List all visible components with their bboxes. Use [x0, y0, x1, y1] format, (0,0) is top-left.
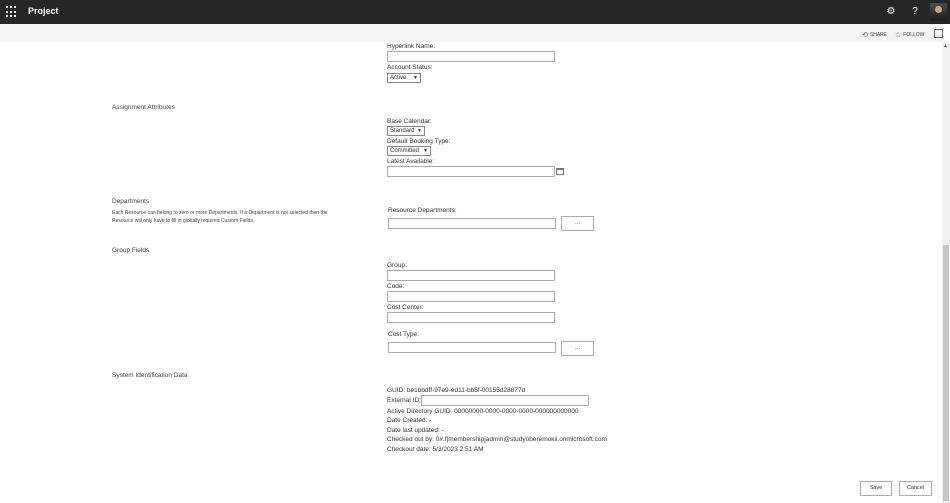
- base-calendar-value: Standard: [390, 128, 415, 134]
- share-label: SHARE: [869, 32, 888, 38]
- external-id-label: External ID:: [387, 397, 421, 404]
- hyperlink-name-field[interactable]: [387, 51, 555, 62]
- booking-type-label: Default Booking Type:: [387, 138, 451, 145]
- share-button[interactable]: [862, 31, 887, 39]
- date-created-text: Date Created: -: [387, 417, 432, 424]
- cost-type-field[interactable]: [388, 342, 556, 353]
- date-updated-text: Date last updated: -: [387, 427, 444, 434]
- account-status-select[interactable]: [387, 73, 421, 83]
- departments-browse-button[interactable]: ...: [561, 216, 594, 231]
- external-id-field[interactable]: [421, 395, 589, 406]
- follow-button[interactable]: [895, 31, 924, 39]
- help-icon[interactable]: ?: [912, 6, 918, 17]
- resource-departments-field[interactable]: [388, 218, 556, 229]
- gear-icon[interactable]: ⚙: [886, 6, 896, 17]
- share-icon: ⟲: [862, 32, 868, 39]
- group-fields-title: Group Fields: [112, 247, 150, 254]
- resource-departments-label: Resource Departments:: [388, 207, 457, 214]
- action-bar: [0, 24, 942, 42]
- cancel-button[interactable]: Cancel: [899, 481, 932, 496]
- code-label: Code:: [387, 283, 405, 290]
- system-identification-title: System Identification Data: [112, 372, 188, 379]
- booking-type-value: Committed: [390, 148, 420, 154]
- save-button[interactable]: Save: [860, 481, 892, 496]
- hyperlink-name-label: Hyperlink Name:: [387, 43, 436, 50]
- ad-guid-text: Active Directory GUID: 00000000-0000-0000-0000-000000000000: [387, 408, 579, 415]
- follow-label: FOLLOW: [903, 32, 925, 38]
- booking-type-select[interactable]: [387, 146, 431, 156]
- latest-available-field[interactable]: [387, 166, 555, 177]
- calendar-icon[interactable]: [556, 168, 564, 175]
- cost-type-browse-button[interactable]: ...: [561, 341, 594, 356]
- code-field[interactable]: [387, 291, 555, 302]
- checked-out-text: Checked out by: 0#.f|membership|admin@studyoberemokii.onmicrosoft.com: [387, 436, 607, 443]
- chevron-down-icon: ▼: [417, 128, 422, 134]
- group-field[interactable]: [387, 270, 555, 281]
- chevron-down-icon: ▼: [423, 148, 428, 154]
- group-label: Group:: [387, 262, 407, 269]
- cost-center-field[interactable]: [387, 312, 555, 323]
- assignment-attributes-title: Assignment Attributes: [112, 104, 175, 111]
- scrollbar-thumb[interactable]: [943, 245, 949, 501]
- base-calendar-select[interactable]: [387, 126, 425, 136]
- departments-title: Departments: [112, 198, 150, 205]
- cost-center-label: Cost Center:: [387, 304, 424, 311]
- account-status-label: Account Status:: [387, 64, 433, 71]
- latest-available-label: Latest Available:: [387, 158, 435, 165]
- cost-type-label: Cost Type:: [388, 331, 419, 338]
- avatar[interactable]: [930, 3, 947, 21]
- focus-content-icon[interactable]: [934, 29, 943, 38]
- base-calendar-label: Base Calendar:: [387, 118, 432, 125]
- departments-description: Each Resource can belong to zero or more Departments. If a Department is not selected then the Resource will only have to fill in globally required Custom Fields.: [112, 210, 328, 224]
- star-icon: ☆: [895, 32, 902, 39]
- checkout-date-text: Checkout date: 5/3/2023 2:51 AM: [387, 446, 484, 453]
- account-status-value: Active: [390, 75, 407, 81]
- guid-text: GUID: be1bbdff-97e9-ed11-bb5f-00155d28877d: [387, 387, 526, 394]
- app-title[interactable]: Project: [28, 6, 59, 16]
- scroll-up-arrow-icon[interactable]: ▲: [943, 43, 948, 49]
- app-launcher-icon[interactable]: [6, 6, 18, 18]
- chevron-down-icon: ▼: [413, 75, 418, 81]
- suite-bar: [0, 0, 950, 24]
